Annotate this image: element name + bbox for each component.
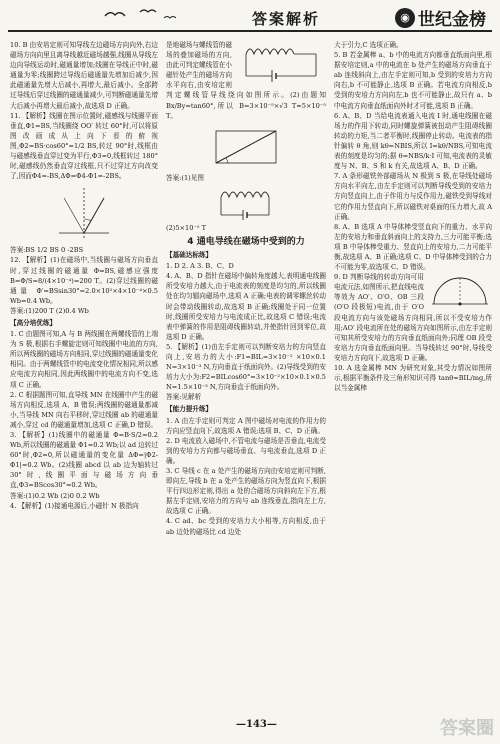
- header-rule: [8, 30, 492, 32]
- answer-10: 10. B 由安培定则可知导线左边磁场方向向外,右边磁场方向向里且离导线越近磁场越强,线圈从导线左边向导线运动时,磁通量增加;线圈在导线正中时,磁通量为零;线圈跨过导线后磁通量先增加后减少,因此磁通量先增大后减小,再增大,最后减小。全部跨过导线后穿过线圈的磁通量减少,可判断磁通量先增大后减小再增大最后减小,故选项 D 正确。: [10, 41, 158, 110]
- ability-answer-9: 9. D 判断导线的转动方向可用电流元法,如图所示,把直线电流等效为 AO′、O′O、OB 三段(O′O 段极短)电流,由于 O′O 段电流方向与该处磁场方向相同,所以不受安培力作用;AO′ 段电流所在处的磁场方向如图所示,由左手定则可知其所受安培力的方向垂直纸面向外;同理 OB 段受安培力方向垂直纸面向里。当导线转过 90°时,导线受安培力方向向下,故选项 D 正确。: [334, 273, 492, 362]
- solenoid-circuit-diagram: [236, 40, 326, 84]
- ability-answer-3: 3. C 导线 c 在 a 处产生的磁场方向由安培定则可判断,即向左,导线 b 在 a 处产生的磁场方向为竖直向下,根据平行四边形定则,得出 a 处的合磁场方向斜向左下方,根据左手定则,安培力的方向与 ab 连线垂直,指向左上方,故选项 C 正确。: [166, 467, 326, 516]
- ability-answer-10: 10. A 选金属棒 MN 为研究对象,其受力情况如图所示,根据平衡条件及三角形知识可得 tanθ=BIL/mg,所以当金属棒: [334, 364, 492, 393]
- section-basic: 【基础达标练】: [166, 251, 213, 260]
- rotation-diagram: [49, 183, 119, 243]
- ability-answer-7: 7. A 条形磁铁外部磁场从 N 极到 S 极,在导线处磁场方向水平向左,由左手定则可以判断导线受到的安培力方向竖直向上,由于作用力与反作用力,磁铁受到导线对它的作用力竖直向下,所以磁铁对桌面的压力增大,故 A 正确。: [334, 172, 492, 221]
- hs-answer-4: 4. 【解析】(1)接通电源后,小磁针 N 极指向: [10, 501, 139, 510]
- ability-answer-2: 2. D 电流放入磁场中,不管电流与磁场是否垂直,电流受到的安培力方向都与磁场垂直、与电流垂直,选项 D 正确。: [166, 436, 326, 465]
- column-1: [10, 40, 158, 511]
- ability-answer-4: 4. C ad、bc 受到的安培力大小相等,方向相反,由于 ab 边处的磁场比 cd 边处: [166, 517, 326, 536]
- answer-12-result: 答案:(1)200 T (2)0.4 Wb: [10, 306, 89, 315]
- basic-answers-1-3: 1. D 2. A 3. B、C、D: [166, 262, 234, 271]
- target-logo-icon: ◉: [395, 8, 415, 28]
- page-number: —143—: [236, 719, 277, 730]
- answer-12: 12. 【解析】(1)在磁场中,当线圈与磁场方向垂直时,穿过线圈的磁通量 Φ=BS,磁感应强度 B=Φ/S=8/(4×10⁻⁴)=200 T。(2)穿过线圈的磁通量 Φ′=BSsin30°=2.0×10²×4×10⁻⁴×0.5 Wb=0.4 Wb。: [10, 256, 158, 305]
- answer-11: 11. 【解析】线圈在图示位置时,磁感线与线圈平面垂直,Φ1=BS,当线圈绕 OO′ 转过 60°时,可以将原图改画成从上向下看的俯视图,Φ2=BS·cos60°=1/2 BS,转过 90°时,线框由与磁感线垂直穿过变为平行,Φ3=0,线框转过 180°时,磁感线仍然垂直穿过线框,只不过穿过方向改变了,因而Φ4=-BS,ΔΦ=Φ4-Φ1=-2BS。: [10, 111, 158, 181]
- ability-answer-8: 8. A、B 选项 A 中导体棒受竖直向下的重力、水平向左的安培力和垂直斜面向上的支持力,三力可能平衡;选项 B 中导体棒受重力、竖直向上的安培力,二力可能平衡,故选项 A、B 正确;选项 C、D 中导体棒受到的合力不可能为零,故选项 C、D 错误。: [334, 222, 492, 272]
- column-3: [334, 40, 492, 393]
- solenoid-answer-diagram: [201, 185, 291, 221]
- brand: [395, 5, 486, 30]
- basic-answer-5-result: 答案:见解析: [166, 393, 202, 402]
- birds-decoration-icon: [100, 4, 190, 24]
- ability-answer-6: 6. A、B、D 当给电流表通入电流 I 时,通电线圈在磁场力的作用下转动,同时螺旋弹簧被扭动产生阻碍线圈转动的力矩,当二者平衡时,线圈停止转动。电流表的指针偏转 θ 角,则 kθ=NBIS,所以 I=kθ/NBS,可知电流表的刻度是均匀的;据 θ=NBS/k·I 可知,电流表的灵敏度与 N、B、S 和 k 有关,故选项 A、B、D 正确。: [334, 111, 492, 171]
- section-title: 4 通电导线在磁场中受到的力: [187, 236, 305, 247]
- answer-4-result: 答案:(1)见图: [166, 173, 204, 182]
- brand-name: 世纪金榜: [418, 10, 486, 30]
- ability-answer-1: 1. A 由左手定则可判定 A 图中磁场对电流的作用力的方向应竖直向下,故选项 A 错误;选项 B、C、D 正确。: [166, 416, 326, 435]
- answer-11-result: 答案:BS 1/2 BS 0 -2BS: [10, 246, 84, 255]
- hs-answer-2: 2. C 根据题图可知,直导线 MN 在线圈中产生的磁场方向相反,选项 A、B 错误;两线圈的磁通量都减小,当导线 MN 向右平移时,穿过线圈 ab 的磁通量减小,穿过 cd 的磁通量增加,选项 C 正确,D 错误。: [10, 390, 158, 429]
- hs-answer-3-result: 答案:(1)0.2 Wb (2)0 0.2 Wb: [10, 491, 100, 500]
- watermark: 答案圈: [440, 718, 494, 739]
- page-header: [0, 0, 500, 34]
- basic-answer-5: 5. 【解析】(1)由左手定则可以判断安培力的方向竖直向上,安培力的大小:F1=BIL=3×10⁻² ×10×0.1 N=3×10⁻³ N,方向垂直于纸面向外。(2)导线受到的安培力大小为:F2=BILcos60°=3×10⁻²×10×0.1×0.5 N=1.5×10⁻³ N,方向垂直于纸面向外。: [166, 342, 326, 392]
- ability-answer-4-cont: 大于引力,C 选项正确。: [334, 41, 403, 49]
- ability-answer-5: 5. B 若金属棒 a、b 中的电流方向都垂直纸面向里,根据安培定则,a 中的电流在 b 处产生的磁场方向垂直于 ab 连线斜向上,由左手定则可知,b 受到的安培力方向向右,b 不可能静止,选项 B 正确。若电流方向相反,b 受到的安培力方向向左,b 也不可能静止,故只有 a、b 中电流方向垂直纸面向外时才可能,选项 B 正确。: [334, 51, 492, 110]
- basic-answer-4: 4. A、B、D 指针在磁场中偏转角度越大,表明通电线圈所受安培力越大,由于电流表的刻度是均匀的,所以线圈处在均匀辐向磁场中,选项 A 正确;电表的调零螺丝转动时会带动线圈转动,故选项 B 正确;线圈处于同一位置时,线圈所受安培力与电流成正比,故选项 C 错误;电流表中弹簧的作用是阻碍线圈转动,并使指针回到零位,故选项 D 正确。: [166, 272, 326, 341]
- arc-magnet-diagram: [428, 274, 492, 308]
- column-2: [166, 40, 326, 537]
- answer-4-result-2: (2)5×10⁻⁵ T: [166, 223, 207, 232]
- hs-answer-3: 3. 【解析】(1)线圈中的磁通量 Φ=B·S/2=0.2 Wb,所以线圈的磁通量 Φ1=0.2 Wb;以 ad 边转过 60°时,Φ2=0,所以磁通量的变化量 ΔΦ=|Φ2-Φ1|=0.2 Wb。(2)线圈 abcd 以 ab 边为轴转过 30°时,线圈平面与磁场方向垂直,Φ3=BScos30°=0.2 Wb。: [10, 431, 158, 490]
- section-high-score: 【高分培优练】: [10, 318, 57, 327]
- field-vector-diagram: [206, 123, 286, 171]
- section-ability: 【能力提升练】: [166, 405, 213, 414]
- hs-answer-1: 1. C 由题图可知,A 与 B 两线圈在两螺线管的上端为 S 极,根据右手螺旋定则可知线圈中电流的方向,所以两线圈的磁场方向相同,穿过线圈的磁通量变化相同。由于两螺线管中的电流变化情况相同,所以感应电流方向相同,因此两线圈中的电流方向不变,选项 C 正确。: [10, 330, 158, 389]
- answer-4-cont: 是地磁场与螺线管的磁场的叠加磁场的方向,由此可判定螺线管在小磁针处产生的磁场方向水平向右,由安培定则判定螺线管导线绕向如图所示。(2)由题知 Bx/By=tan60°,所以 B=3×10⁻⁵×√3 T≈5×10⁻⁵ T。: [166, 41, 326, 120]
- header-title: 答案解析: [251, 10, 320, 28]
